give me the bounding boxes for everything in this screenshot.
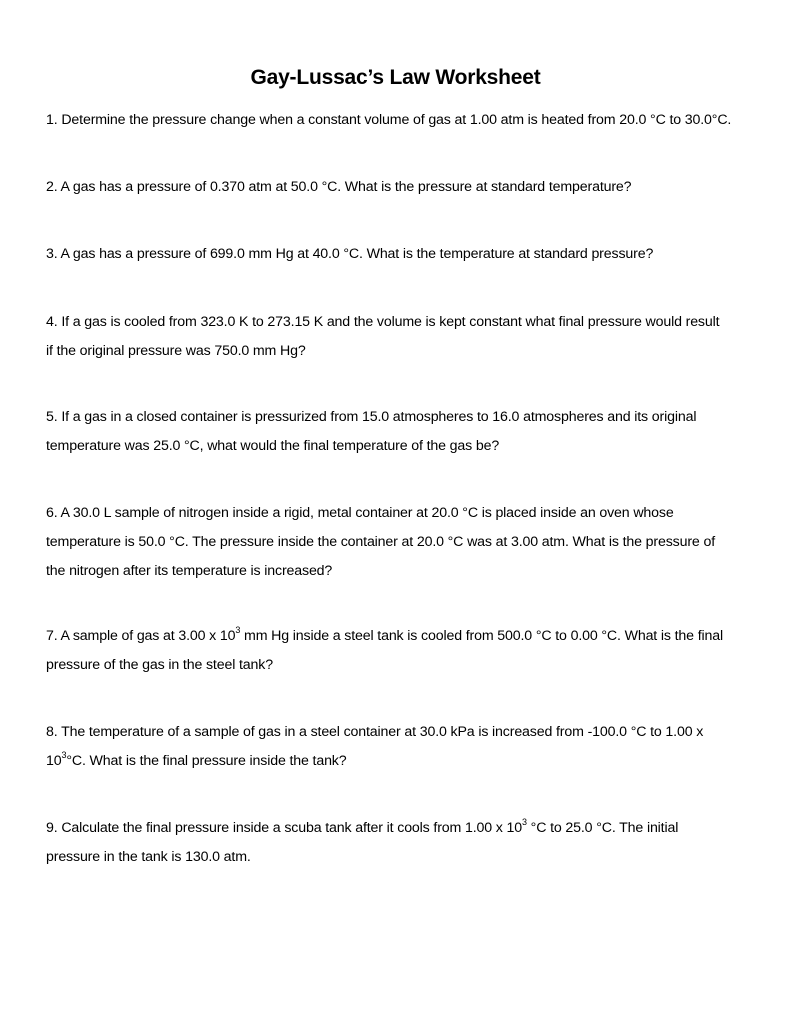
question-text-line: temperature was 25.0 °C, what would the final temperature of the gas be? (46, 438, 500, 454)
question-2 (46, 173, 758, 202)
question-text: 7. A sample of gas at 3.00 x 10 (46, 628, 236, 644)
question-text: °C to 25.0 °C. The initial (526, 820, 679, 836)
question-text: mm Hg inside a steel tank is cooled from 500.0 °C to 0.00 °C. What is the final (240, 628, 723, 644)
question-4 (46, 308, 758, 366)
question-text-line (46, 622, 758, 651)
question-text-line: 2. A gas has a pressure of 0.370 atm at 50.0 °C. What is the pressure at standard temperature? (46, 179, 632, 195)
question-text-line: 8. The temperature of a sample of gas in a steel container at 30.0 kPa is increased from -100.0 °C to 1.00 x (46, 724, 704, 740)
question-text-line (46, 747, 758, 776)
question-text-line: 3. A gas has a pressure of 699.0 mm Hg at 40.0 °C. What is the temperature at standard pressure? (46, 246, 654, 262)
question-1 (46, 106, 758, 135)
question-text-line: if the original pressure was 750.0 mm Hg? (46, 343, 306, 359)
question-8 (46, 718, 758, 776)
question-3 (46, 240, 758, 269)
question-text: °C. What is the final pressure inside the tank? (66, 753, 347, 769)
question-text-line: temperature is 50.0 °C. The pressure inside the container at 20.0 °C was at 3.00 atm. What is the pressure of (46, 534, 715, 550)
question-5 (46, 403, 758, 461)
question-text-line (46, 814, 758, 843)
question-9 (46, 814, 758, 872)
exponent: 3 (522, 817, 527, 828)
question-text-line: 6. A 30.0 L sample of nitrogen inside a rigid, metal container at 20.0 °C is placed inside an oven whose (46, 505, 674, 521)
question-text-line: 4. If a gas is cooled from 323.0 K to 273.15 K and the volume is kept constant what final pressure would result (46, 314, 720, 330)
question-7 (46, 622, 758, 680)
question-text: 9. Calculate the final pressure inside a scuba tank after it cools from 1.00 x 10 (46, 820, 523, 836)
question-text-line: pressure in the tank is 130.0 atm. (46, 849, 251, 865)
question-text-line: pressure of the gas in the steel tank? (46, 657, 273, 673)
exponent: 3 (61, 750, 67, 761)
question-text-line: 1. Determine the pressure change when a constant volume of gas at 1.00 atm is heated from 20.0 °C to 30.0°C. (46, 112, 732, 128)
page-title: Gay-Lussac’s Law Worksheet (250, 66, 541, 89)
question-text-line: 5. If a gas in a closed container is pressurized from 15.0 atmospheres to 16.0 atmospheres and its original (46, 409, 697, 425)
question-text-line: the nitrogen after its temperature is increased? (46, 563, 333, 579)
exponent: 3 (235, 625, 241, 636)
question-text: 10 (46, 753, 62, 769)
question-6 (46, 499, 758, 586)
